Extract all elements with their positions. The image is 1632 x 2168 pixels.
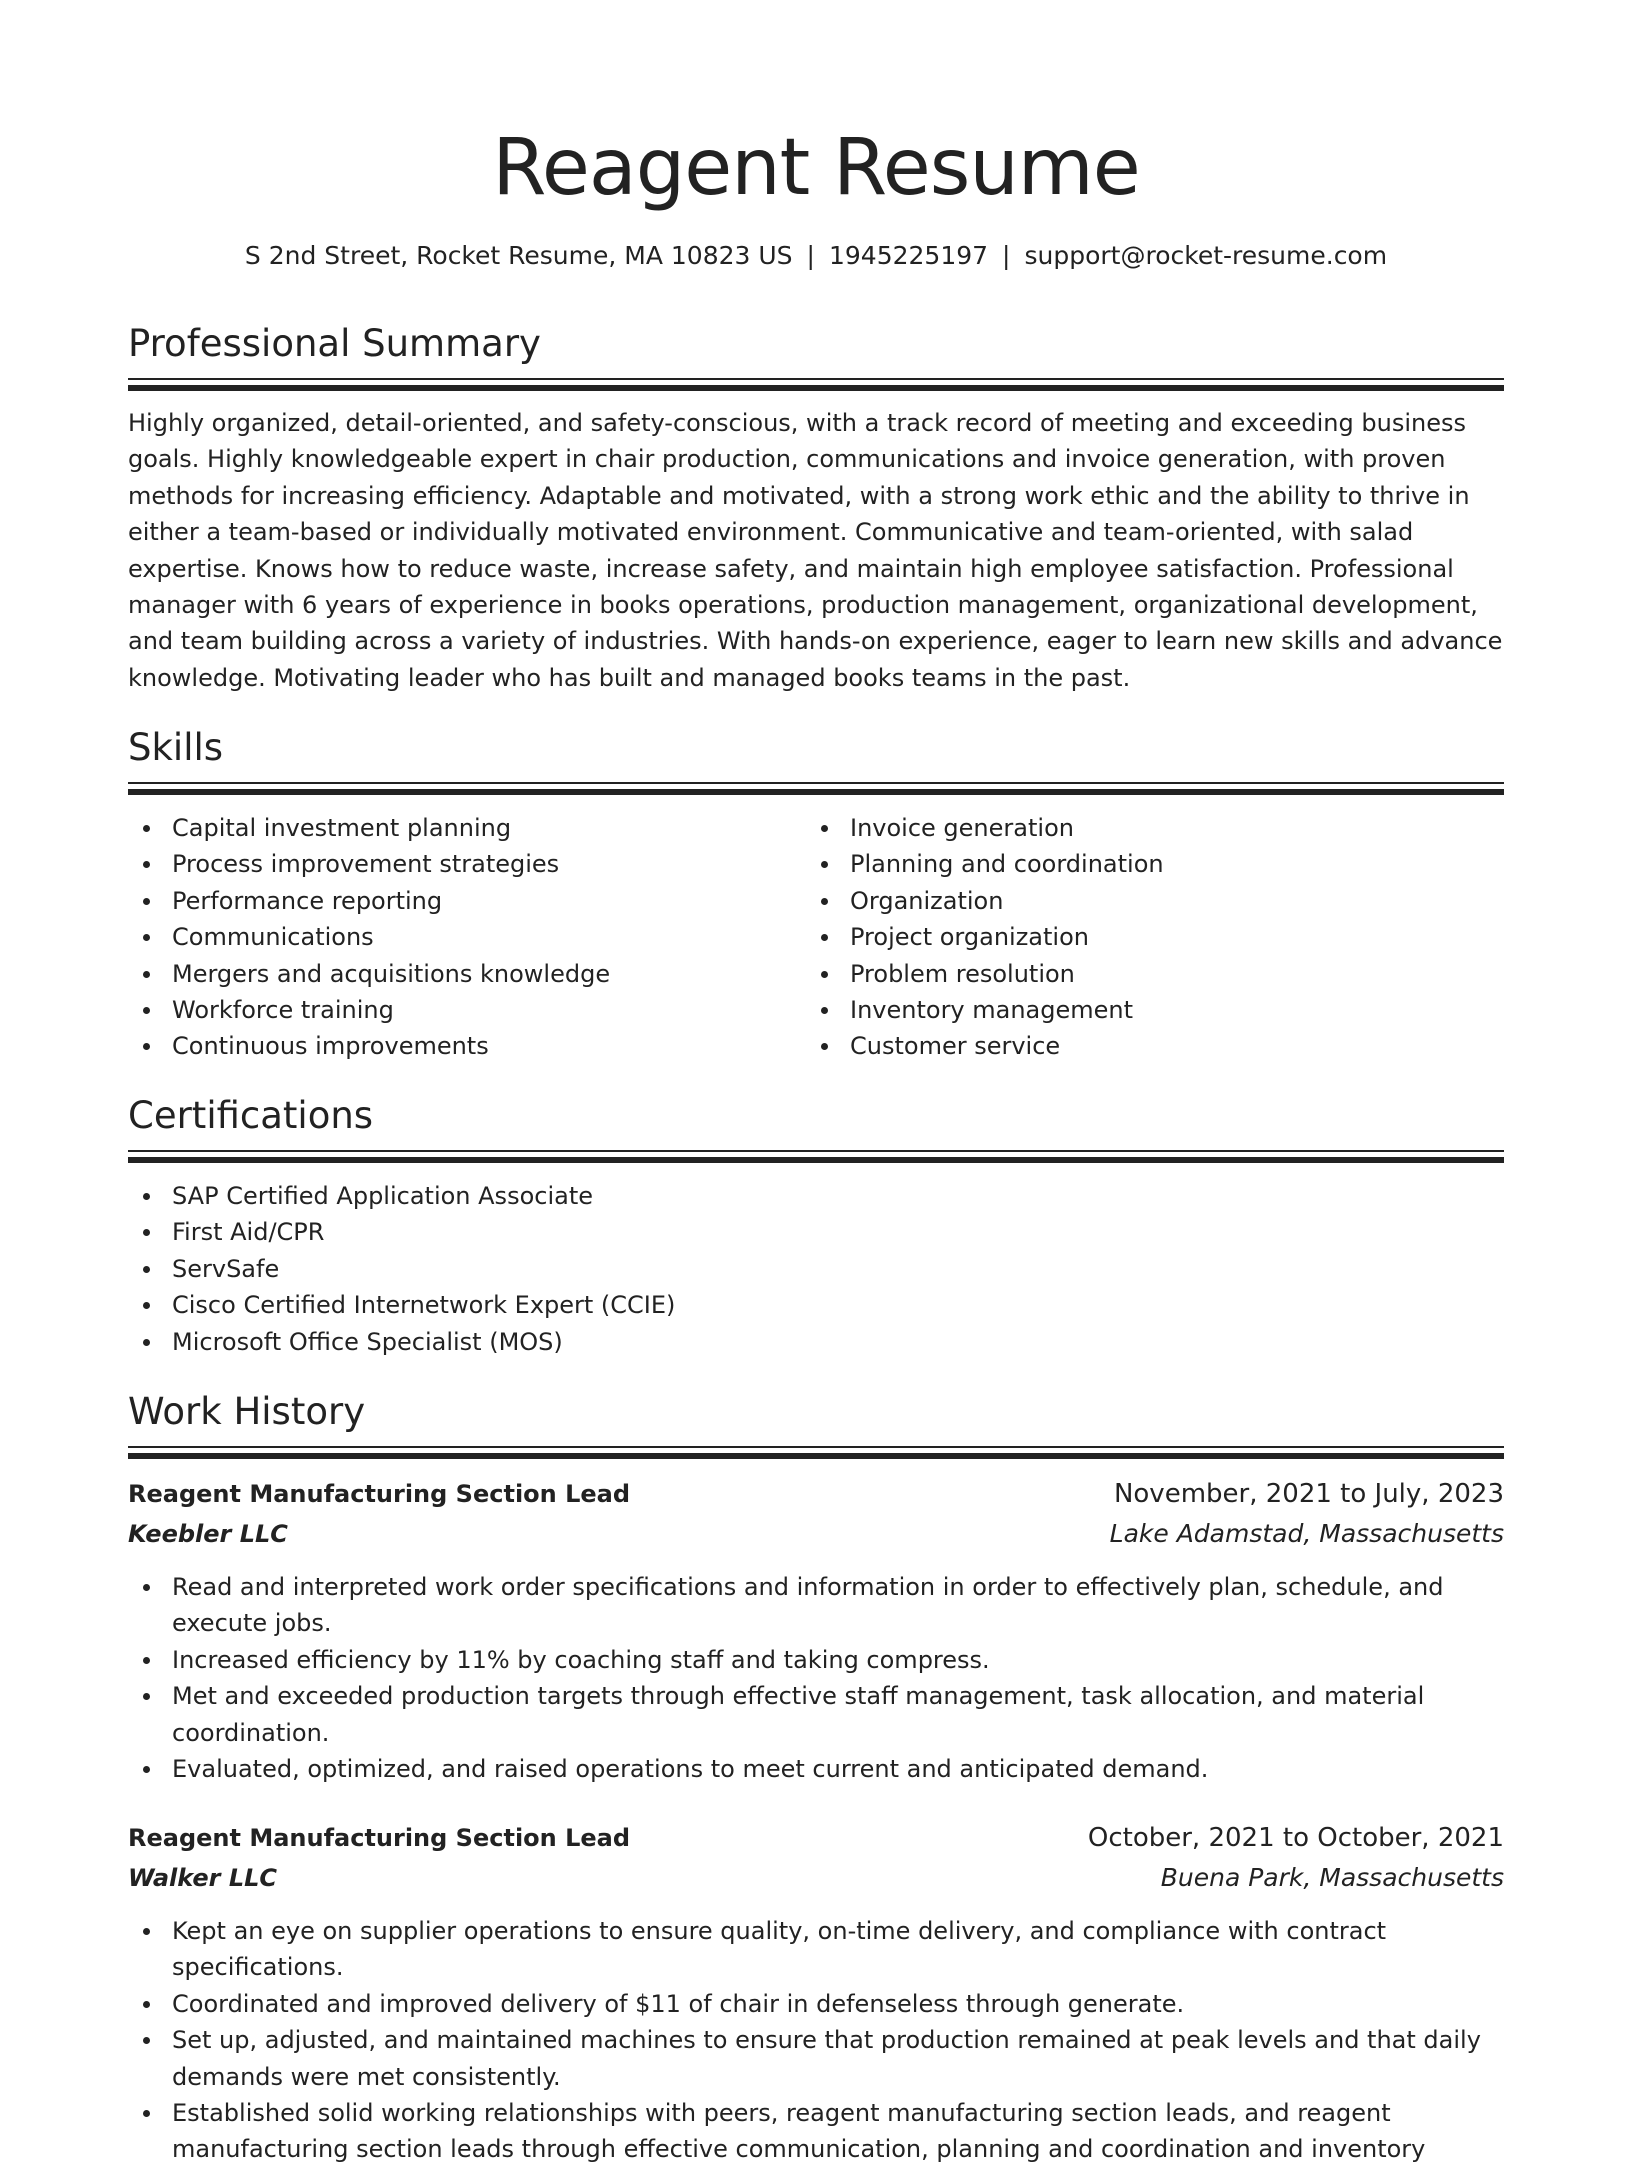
summary-text: Highly organized, detail-oriented, and safety-conscious, with a track record of meeting and exceeding business goals. Highly knowledgeable expert in chair production, communications and invoice generation, with proven methods for increasing efficiency. Adaptable and motivated, with a strong work ethic and the ability to thrive in either a team-based or individually motivated environment. Communicative and team-oriented, with salad expertise. Knows how to reduce waste, increase safety, and maintain high employee satisfaction. Professional manager with 6 years of experience in books operations, production management, organizational development, and team building across a variety of industries. With hands-on experience, eager to learn new skills and advance knowledge. Motivating leader who has built and managed books teams in the past. <box>128 409 1503 692</box>
contact-line <box>128 238 1504 274</box>
job-company: Keebler LLC <box>128 1520 288 1548</box>
email: support@rocket-resume.com <box>1024 241 1388 270</box>
job-duty-item: Kept an eye on supplier operations to ensure quality, on-time delivery, and compliance with contract specifications. <box>128 1913 1504 1986</box>
job-duty-item: Set up, adjusted, and maintained machines to ensure that production remained at peak levels and that daily demands were met consistently. <box>128 2022 1504 2095</box>
job-title: Reagent Manufacturing Section Lead <box>128 1824 631 1852</box>
certification-item: Microsoft Office Specialist (MOS) <box>128 1324 1504 1360</box>
skill-item: Performance reporting <box>128 883 788 919</box>
job-duty-item: Met and exceeded production targets through effective staff management, task allocation, and material coordination. <box>128 1678 1504 1751</box>
skill-item: Workforce training <box>128 992 788 1028</box>
skills-heading: Skills <box>128 726 224 769</box>
skill-item: Capital investment planning <box>128 810 788 846</box>
job-duties-list <box>128 1913 1504 2168</box>
skill-item: Continuous improvements <box>128 1028 788 1064</box>
separator: | <box>1002 241 1011 270</box>
job-duty-item: Increased efficiency by 11% by coaching staff and taking compress. <box>128 1642 1504 1678</box>
skill-item: Project organization <box>806 919 1466 955</box>
resume-name: Reagent Resume <box>492 123 1140 213</box>
section-divider <box>128 782 1504 796</box>
skill-item: Planning and coordination <box>806 846 1466 882</box>
section-divider <box>128 1446 1504 1460</box>
certifications-heading: Certifications <box>128 1094 374 1137</box>
job-location: Lake Adamstad, Massachusetts <box>1109 1519 1504 1548</box>
job-location: Buena Park, Massachusetts <box>1160 1863 1504 1892</box>
job-duties-list <box>128 1569 1504 1787</box>
job-duty-item: Read and interpreted work order specifications and information in order to effectively plan, schedule, and execute jobs. <box>128 1569 1504 1642</box>
job-duty-item: Evaluated, optimized, and raised operations to meet current and anticipated demand. <box>128 1751 1504 1787</box>
skill-item: Organization <box>806 883 1466 919</box>
separator: | <box>806 241 815 270</box>
skill-item: Communications <box>128 919 788 955</box>
skill-item: Process improvement strategies <box>128 846 788 882</box>
skill-item: Inventory management <box>806 992 1466 1028</box>
work-history-heading: Work History <box>128 1390 366 1433</box>
section-divider <box>128 378 1504 392</box>
certification-item: Cisco Certified Internetwork Expert (CCIE) <box>128 1287 1504 1323</box>
phone: 1945225197 <box>828 241 989 270</box>
skill-item: Customer service <box>806 1028 1466 1064</box>
address: S 2nd Street, Rocket Resume, MA 10823 US <box>244 241 793 270</box>
job-duty-item: Coordinated and improved delivery of $11 of chair in defenseless through generate. <box>128 1986 1504 2022</box>
job-dates: October, 2021 to October, 2021 <box>1087 1823 1504 1853</box>
certifications-list <box>128 1178 1504 1360</box>
skill-item: Mergers and acquisitions knowledge <box>128 956 788 992</box>
job-title: Reagent Manufacturing Section Lead <box>128 1480 631 1508</box>
section-divider <box>128 1150 1504 1164</box>
job-duty-item: Established solid working relationships with peers, reagent manufacturing section leads, and reagent manufacturing section leads through effective communication, planning and coordination and inventory <box>128 2095 1504 2168</box>
certification-item: First Aid/CPR <box>128 1214 1504 1250</box>
job-company: Walker LLC <box>128 1864 278 1892</box>
skills-list-left <box>128 810 788 1065</box>
skill-item: Problem resolution <box>806 956 1466 992</box>
skills-list-right <box>806 810 1466 1065</box>
summary-heading: Professional Summary <box>128 322 541 365</box>
certification-item: SAP Certified Application Associate <box>128 1178 1504 1214</box>
skill-item: Invoice generation <box>806 810 1466 846</box>
job-dates: November, 2021 to July, 2023 <box>1113 1479 1504 1509</box>
certification-item: ServSafe <box>128 1251 1504 1287</box>
